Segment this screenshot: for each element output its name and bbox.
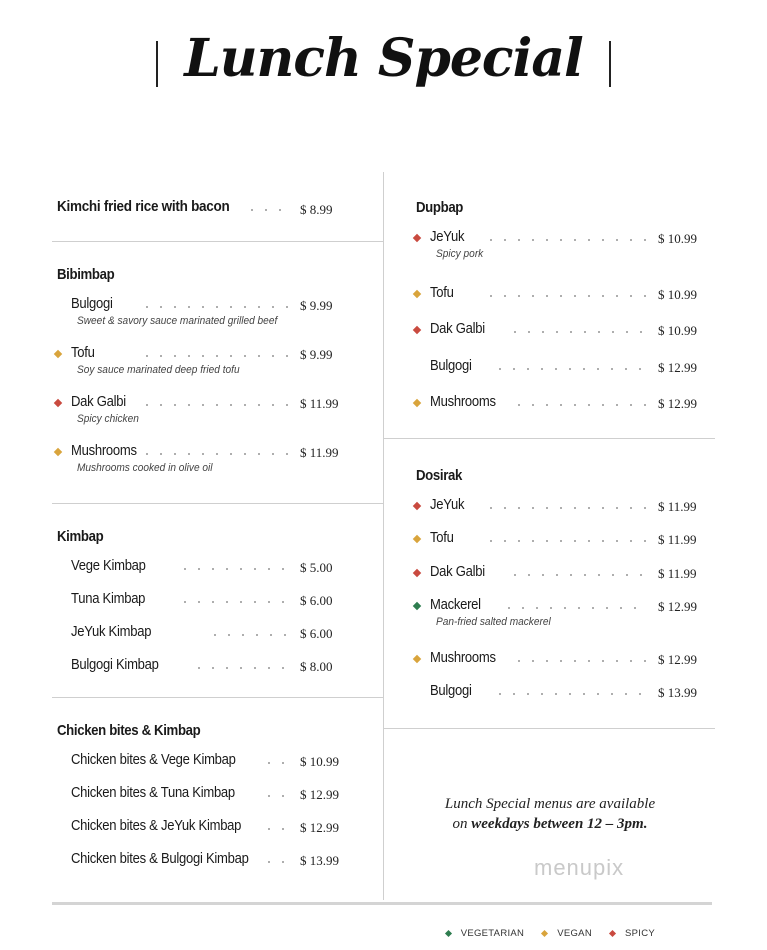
- section-title: Dupbap: [416, 199, 464, 216]
- section-kimbap: [57, 528, 110, 545]
- leader-dots: [484, 507, 648, 509]
- item-price: $ 11.99: [300, 396, 339, 411]
- item-price: $ 5.00: [300, 560, 333, 575]
- divider-left-3: [52, 697, 383, 698]
- item-name: Tofu: [430, 285, 454, 301]
- vegan-diamond-icon: [413, 290, 421, 298]
- legend-spicy: SPICY: [624, 928, 655, 939]
- section-bibimbap: [57, 266, 122, 283]
- leader-dots: [262, 795, 290, 797]
- item-description: Sweet & savory sauce marinated grilled beef: [77, 315, 278, 327]
- menu-item: [430, 496, 468, 514]
- menu-item: [430, 320, 491, 338]
- item-price: $ 13.99: [300, 853, 339, 868]
- leader-dots: [508, 574, 648, 576]
- legend-vegan: VEGAN: [557, 928, 592, 939]
- item-name: Chicken bites & Vege Kimbap: [71, 752, 236, 768]
- note-line-1: Lunch Special menus are available: [444, 796, 656, 812]
- divider-left-1: [52, 241, 383, 242]
- item-name: Chicken bites & JeYuk Kimbap: [71, 818, 242, 834]
- vegan-diamond-icon: [413, 399, 421, 407]
- menu-item: [71, 623, 160, 641]
- item-description: Soy sauce marinated deep fried tofu: [77, 364, 240, 376]
- item-name: Mushrooms: [430, 394, 496, 410]
- menu-item: [71, 590, 153, 608]
- vegan-diamond-icon: [413, 535, 421, 543]
- menu-item: [430, 563, 491, 581]
- item-price: $ 11.99: [658, 499, 697, 514]
- menu-item: [71, 557, 154, 575]
- bottom-divider: [52, 902, 712, 905]
- legend: [446, 928, 655, 939]
- menu-item: [71, 295, 117, 313]
- leader-dots: [262, 861, 290, 863]
- section-title: Kimbap: [57, 528, 104, 545]
- item-name: Tuna Kimbap: [71, 591, 146, 607]
- spicy-diamond-icon: [609, 930, 616, 937]
- title-area: [0, 28, 767, 95]
- vegan-diamond-icon: [54, 448, 62, 456]
- item-name: JeYuk: [430, 229, 465, 245]
- spicy-diamond-icon: [413, 234, 421, 242]
- item-price: $ 6.00: [300, 626, 333, 641]
- item-price: $ 6.00: [300, 593, 333, 608]
- leader-dots: [508, 331, 648, 333]
- spicy-diamond-icon: [54, 399, 62, 407]
- leader-dots: [262, 828, 290, 830]
- leader-dots: [262, 762, 290, 764]
- item-name: Bulgogi: [71, 296, 113, 312]
- menu-item: [430, 393, 503, 411]
- title-bar-left: [156, 41, 158, 87]
- item-name: Dak Galbi: [430, 564, 485, 580]
- vegan-diamond-icon: [413, 655, 421, 663]
- note-line-2-prefix: on: [452, 816, 472, 832]
- item-price: $ 12.99: [658, 599, 697, 614]
- item-price: $ 8.00: [300, 659, 333, 674]
- leader-dots: [208, 634, 290, 636]
- leader-dots: [512, 404, 648, 406]
- item-name: Bulgogi: [430, 683, 472, 699]
- item-description: Spicy pork: [436, 248, 484, 260]
- menu-item: [71, 344, 97, 362]
- item-price: $ 11.99: [300, 445, 339, 460]
- menu-item: [430, 596, 486, 614]
- divider-right-1: [384, 438, 715, 439]
- menu-item: [71, 442, 144, 460]
- menu-item: [71, 656, 168, 674]
- item-name: Tofu: [430, 530, 454, 546]
- lunch-hours-note: [385, 794, 715, 834]
- item-price: $ 8.99: [300, 202, 333, 217]
- vegetarian-diamond-icon: [413, 602, 421, 610]
- menu-item: [430, 682, 476, 700]
- section-title: Dosirak: [416, 467, 462, 484]
- item-price: $ 12.99: [300, 820, 339, 835]
- item-description: Mushrooms cooked in olive oil: [77, 462, 213, 474]
- leader-dots: [493, 693, 648, 695]
- menu-item: [430, 228, 468, 246]
- menu-item: [430, 357, 476, 375]
- item-name: Chicken bites & Tuna Kimbap: [71, 785, 235, 801]
- item-name: Dak Galbi: [430, 321, 485, 337]
- leader-dots: [192, 667, 290, 669]
- item-name: JeYuk Kimbap: [71, 624, 152, 640]
- menu-item: [71, 393, 132, 411]
- item-name: Bulgogi: [430, 358, 472, 374]
- menu-item: [71, 850, 268, 868]
- menu-item: [430, 649, 503, 667]
- menu-item: [430, 284, 456, 302]
- section-chicken-bites: [57, 722, 220, 739]
- item-price: $ 13.99: [658, 685, 697, 700]
- leader-dots: [512, 660, 648, 662]
- item-price: $ 10.99: [658, 287, 697, 302]
- leader-dots: [493, 368, 648, 370]
- legend-vegetarian: VEGETARIAN: [460, 928, 525, 939]
- item-name: Vege Kimbap: [71, 558, 146, 574]
- column-divider: [383, 172, 384, 900]
- item-price: $ 9.99: [300, 298, 333, 313]
- item-price: $ 12.99: [658, 396, 697, 411]
- vegan-diamond-icon: [54, 350, 62, 358]
- leader-dots: [140, 306, 290, 308]
- item-name: JeYuk: [430, 497, 465, 513]
- divider-right-2: [384, 728, 715, 729]
- item-price: $ 10.99: [658, 323, 697, 338]
- leader-dots: [140, 453, 290, 455]
- item-price: $ 10.99: [658, 231, 697, 246]
- item-price: $ 10.99: [300, 754, 339, 769]
- leader-dots: [245, 209, 291, 211]
- leader-dots: [484, 540, 648, 542]
- section-dosirak: [416, 467, 468, 484]
- divider-left-2: [52, 503, 383, 504]
- item-description: Spicy chicken: [77, 413, 139, 425]
- leader-dots: [140, 355, 290, 357]
- item-price: $ 11.99: [658, 566, 697, 581]
- menu-item: [430, 529, 456, 547]
- spicy-diamond-icon: [413, 502, 421, 510]
- title-bar-right: [609, 41, 611, 87]
- vegetarian-diamond-icon: [445, 930, 452, 937]
- item-name: Mushrooms: [71, 443, 137, 459]
- page-title: Lunch Special: [184, 28, 583, 89]
- leader-dots: [178, 568, 290, 570]
- item-name: Dak Galbi: [71, 394, 126, 410]
- vegan-diamond-icon: [541, 930, 548, 937]
- note-line-2-hours: weekdays between 12 – 3pm.: [471, 816, 648, 832]
- menu-item: [71, 817, 260, 835]
- item-price: $ 12.99: [300, 787, 339, 802]
- menu-item: [71, 784, 253, 802]
- item-name: Bulgogi Kimbap: [71, 657, 159, 673]
- leader-dots: [140, 404, 290, 406]
- item-name: Chicken bites & Bulgogi Kimbap: [71, 851, 249, 867]
- item-price: $ 11.99: [658, 532, 697, 547]
- section-title: Bibimbap: [57, 266, 115, 283]
- item-name: Mushrooms: [430, 650, 496, 666]
- spicy-diamond-icon: [413, 569, 421, 577]
- leader-dots: [484, 295, 648, 297]
- menu-item-kimchi-fried-rice: [57, 198, 249, 216]
- item-name: Tofu: [71, 345, 95, 361]
- item-price: $ 12.99: [658, 652, 697, 667]
- section-title: Chicken bites & Kimbap: [57, 722, 201, 739]
- item-price: $ 9.99: [300, 347, 333, 362]
- spicy-diamond-icon: [413, 326, 421, 334]
- item-description: Pan-fried salted mackerel: [436, 616, 551, 628]
- note-line-2: [385, 814, 715, 834]
- item-price: $ 12.99: [658, 360, 697, 375]
- menu-item: [71, 751, 254, 769]
- leader-dots: [484, 239, 648, 241]
- item-name: Kimchi fried rice with bacon: [57, 198, 230, 215]
- section-dupbap: [416, 199, 469, 216]
- leader-dots: [502, 607, 648, 609]
- item-name: Mackerel: [430, 597, 481, 613]
- leader-dots: [178, 601, 290, 603]
- menupix-watermark: menupix: [534, 855, 625, 880]
